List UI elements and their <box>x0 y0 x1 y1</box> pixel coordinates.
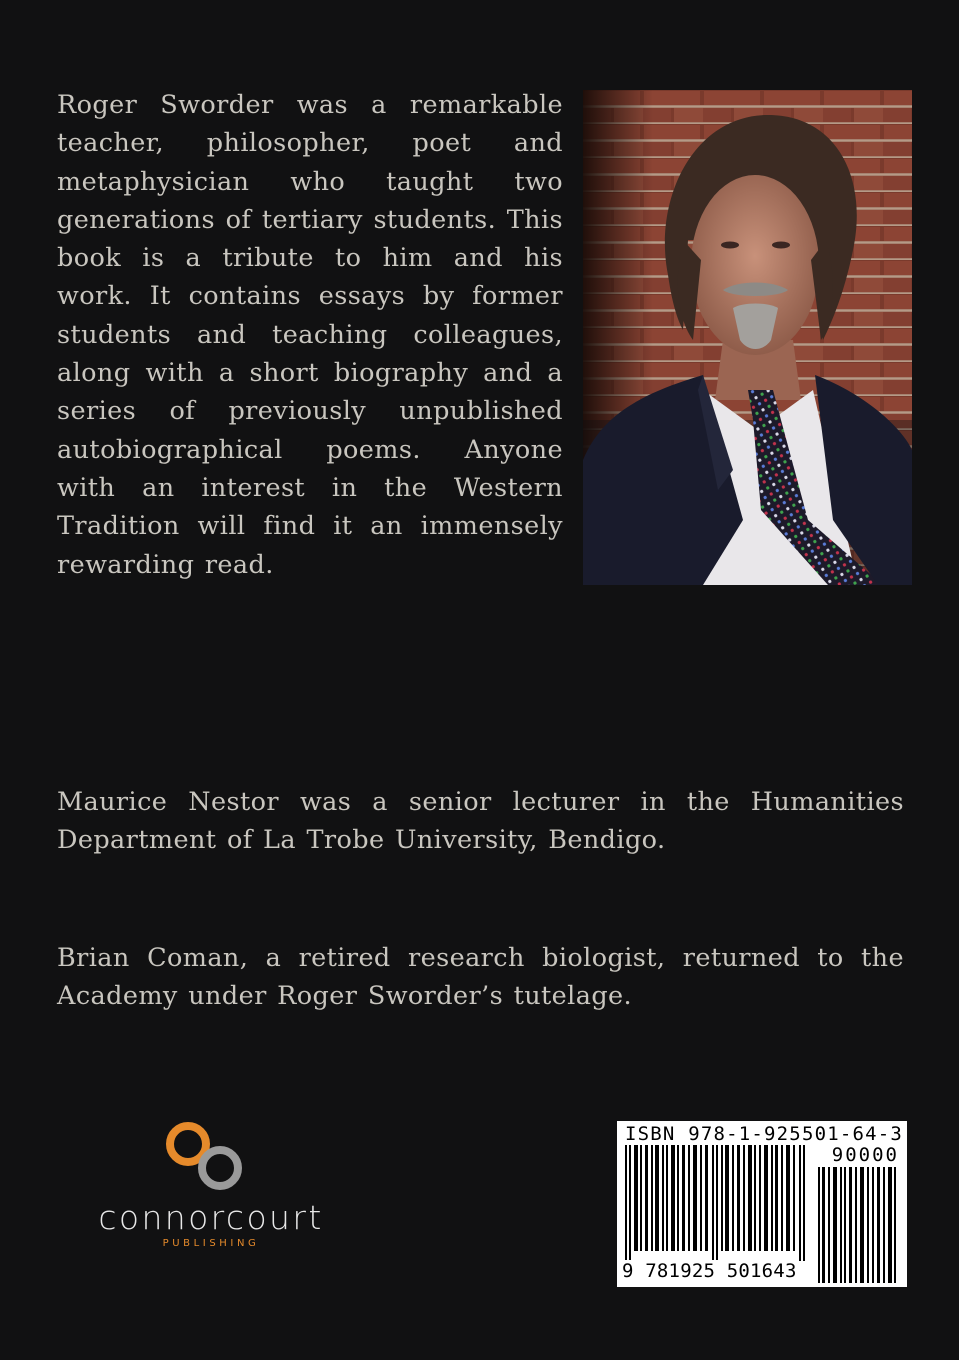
linked-rings-icon <box>162 1120 252 1196</box>
isbn-barcode <box>617 1121 907 1287</box>
barcode-bars-main <box>623 1145 808 1261</box>
author-portrait-photo <box>583 90 912 585</box>
publisher-name: connorcourt <box>98 1198 324 1237</box>
editor-bio-maurice-nestor: Maurice Nestor was a senior lecturer in the Humanities Department of La Trobe University, Bendigo. <box>57 787 904 856</box>
isbn-label: ISBN 978-1-925501-64-3 <box>625 1123 904 1145</box>
editor-bio-brian-coman: Brian Coman, a retired research biologist, returned to the Academy under Roger Sworder’s tutelage. <box>57 943 904 1012</box>
price-code: 90000 <box>831 1144 899 1166</box>
blurb-text: Roger Sworder was a remarkable teacher, philosopher, poet and metaphysician who taught two generations of tertiary students. This book is a tribute to him and his work. It contains essays by former students and teaching colleagues, along with a short biography and a series of previously unpublished autobiographical poems. Anyone with an interest in the Western Tradition will find it an immensely rewarding read. <box>57 90 563 580</box>
barcode-bars-addon <box>817 1167 899 1283</box>
publisher-logo <box>80 1120 342 1260</box>
barcode-digits: 9 781925 501643 <box>622 1260 797 1282</box>
publisher-subtitle: PUBLISHING <box>162 1238 260 1249</box>
